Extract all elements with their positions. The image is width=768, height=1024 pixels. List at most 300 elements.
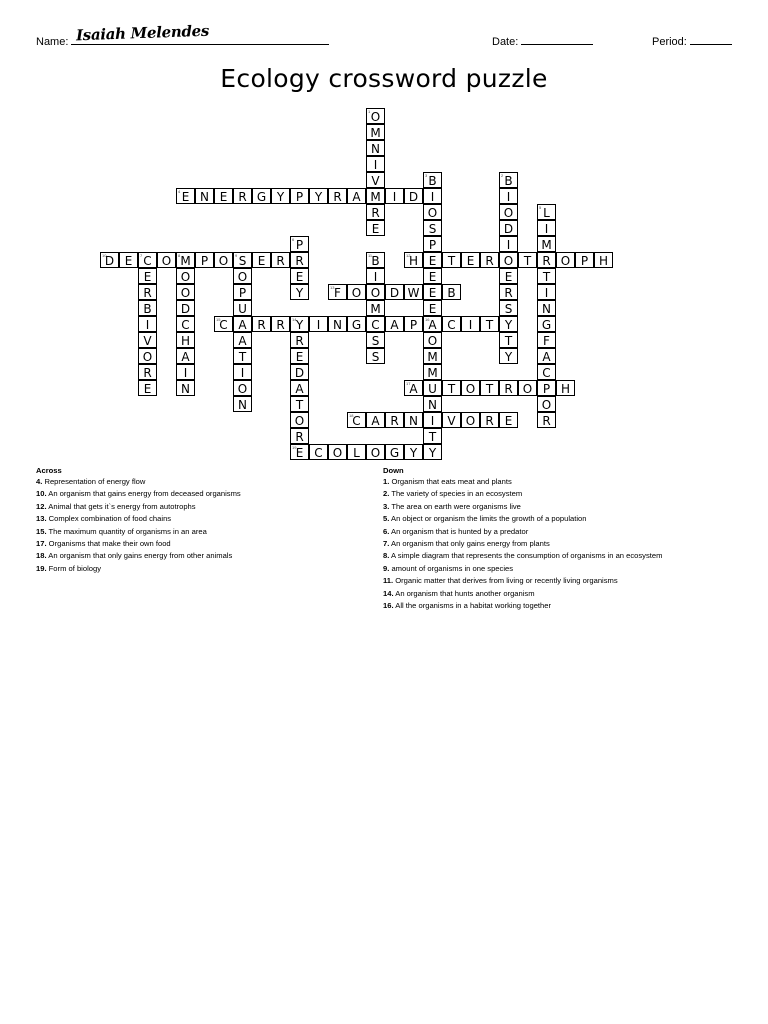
handwritten-letter: E bbox=[371, 222, 380, 236]
handwritten-letter: R bbox=[295, 334, 304, 348]
handwritten-letter: L bbox=[353, 446, 360, 460]
grid-cell[interactable] bbox=[138, 268, 157, 284]
grid-cell[interactable] bbox=[100, 252, 119, 268]
grid-cell[interactable] bbox=[309, 444, 328, 460]
clue-text: An organism that hunts another organism bbox=[393, 588, 535, 598]
handwritten-letter: E bbox=[504, 270, 513, 284]
grid-cell[interactable] bbox=[537, 380, 556, 396]
grid-cell[interactable] bbox=[442, 380, 461, 396]
grid-cell[interactable] bbox=[423, 172, 442, 188]
grid-cell[interactable] bbox=[537, 268, 556, 284]
handwritten-letter: C bbox=[352, 414, 361, 428]
grid-cell[interactable] bbox=[461, 412, 480, 428]
grid-cell[interactable] bbox=[537, 284, 556, 300]
handwritten-letter: O bbox=[370, 286, 381, 300]
grid-cell[interactable] bbox=[385, 316, 404, 332]
grid-cell[interactable] bbox=[233, 284, 252, 300]
grid-cell[interactable] bbox=[366, 140, 385, 156]
grid-cell[interactable] bbox=[290, 412, 309, 428]
grid-cell[interactable] bbox=[347, 316, 366, 332]
handwritten-letter: D bbox=[180, 302, 191, 316]
grid-cell[interactable] bbox=[271, 252, 290, 268]
grid-cell[interactable] bbox=[537, 236, 556, 252]
handwritten-letter: O bbox=[370, 446, 381, 460]
grid-cell[interactable] bbox=[347, 188, 366, 204]
grid-cell[interactable] bbox=[366, 252, 385, 268]
grid-cell[interactable] bbox=[290, 252, 309, 268]
handwritten-letter: R bbox=[238, 190, 247, 204]
grid-cell[interactable] bbox=[404, 316, 423, 332]
handwritten-letter: I bbox=[316, 318, 321, 332]
clue-text: An object or organism the limits the growth of a population bbox=[389, 514, 587, 524]
grid-cell[interactable] bbox=[366, 300, 385, 316]
grid-cell[interactable] bbox=[423, 236, 442, 252]
grid-cell[interactable] bbox=[290, 428, 309, 444]
page-title: Ecology crossword puzzle bbox=[220, 64, 548, 93]
grid-cell[interactable] bbox=[366, 348, 385, 364]
grid-cell[interactable] bbox=[480, 380, 499, 396]
handwritten-letter: N bbox=[409, 414, 418, 428]
clue-number: 4. bbox=[36, 477, 43, 486]
grid-cell[interactable] bbox=[537, 204, 556, 220]
clue-number: 8. bbox=[383, 551, 390, 561]
handwritten-letter: T bbox=[238, 350, 247, 364]
clue-number: 7 bbox=[140, 253, 143, 258]
clue-number: 6 bbox=[292, 237, 295, 242]
clue-number: 16 bbox=[425, 317, 430, 322]
clue-number: 11 bbox=[368, 253, 373, 258]
grid-cell[interactable] bbox=[442, 412, 461, 428]
grid-cell[interactable] bbox=[233, 332, 252, 348]
grid-cell[interactable] bbox=[594, 252, 613, 268]
grid-cell[interactable] bbox=[176, 380, 195, 396]
grid-cell[interactable] bbox=[290, 236, 309, 252]
clue-text: A simple diagram that represents the consumption of organisms in an ecosystem bbox=[389, 551, 663, 561]
handwritten-letter: O bbox=[503, 254, 514, 268]
handwritten-letter: N bbox=[238, 398, 247, 412]
clue-number: 10 bbox=[102, 253, 107, 258]
grid-cell[interactable] bbox=[537, 412, 556, 428]
grid-cell[interactable] bbox=[290, 380, 309, 396]
grid-cell[interactable] bbox=[328, 444, 347, 460]
clue-number: 8 bbox=[178, 253, 181, 258]
handwritten-letter: Y bbox=[295, 318, 304, 332]
grid-cell[interactable] bbox=[309, 316, 328, 332]
clue-number: 18. bbox=[36, 551, 47, 561]
grid-cell[interactable] bbox=[537, 364, 556, 380]
down-clue bbox=[383, 513, 713, 525]
down-clue bbox=[383, 538, 713, 550]
grid-cell[interactable] bbox=[499, 284, 518, 300]
grid-cell[interactable] bbox=[499, 220, 518, 236]
handwritten-letter: E bbox=[466, 254, 475, 268]
grid-cell[interactable] bbox=[138, 252, 157, 268]
grid-cell[interactable] bbox=[271, 188, 290, 204]
clue-number: 2. bbox=[383, 489, 390, 499]
grid-cell[interactable] bbox=[366, 204, 385, 220]
grid-cell[interactable] bbox=[442, 316, 461, 332]
clue-text: An organism that gains energy from deceased organisms bbox=[46, 489, 241, 499]
handwritten-letter: F bbox=[334, 286, 341, 300]
grid-cell[interactable] bbox=[328, 316, 347, 332]
student-name-handwritten: Isaiah Melendes bbox=[75, 21, 210, 45]
clue-number: 10. bbox=[36, 489, 47, 499]
grid-cell[interactable] bbox=[480, 252, 499, 268]
grid-cell[interactable] bbox=[499, 252, 518, 268]
grid-cell[interactable] bbox=[138, 380, 157, 396]
grid-cell[interactable] bbox=[442, 252, 461, 268]
handwritten-letter: R bbox=[485, 254, 494, 268]
grid-cell[interactable] bbox=[366, 316, 385, 332]
handwritten-letter: A bbox=[181, 350, 190, 364]
handwritten-letter: Y bbox=[314, 190, 323, 204]
grid-cell[interactable] bbox=[404, 252, 423, 268]
grid-cell[interactable] bbox=[537, 300, 556, 316]
handwritten-letter: N bbox=[181, 382, 190, 396]
grid-cell[interactable] bbox=[233, 252, 252, 268]
grid-cell[interactable] bbox=[347, 412, 366, 428]
handwritten-letter: U bbox=[428, 382, 437, 396]
clue-number: 16. bbox=[383, 601, 394, 611]
handwritten-letter: E bbox=[143, 382, 152, 396]
handwritten-letter: D bbox=[503, 222, 514, 236]
handwritten-letter: R bbox=[371, 206, 380, 220]
grid-cell[interactable] bbox=[366, 172, 385, 188]
grid-cell[interactable] bbox=[499, 268, 518, 284]
handwritten-letter: I bbox=[183, 366, 188, 380]
handwritten-letter: I bbox=[430, 414, 435, 428]
handwritten-letter: A bbox=[352, 190, 361, 204]
grid-cell[interactable] bbox=[366, 284, 385, 300]
grid-cell[interactable] bbox=[290, 444, 309, 460]
grid-cell[interactable] bbox=[423, 220, 442, 236]
grid-cell[interactable] bbox=[176, 300, 195, 316]
handwritten-letter: M bbox=[427, 366, 438, 380]
grid-cell[interactable] bbox=[499, 188, 518, 204]
handwritten-letter: H bbox=[408, 254, 419, 268]
handwritten-letter: R bbox=[333, 190, 342, 204]
grid-cell[interactable] bbox=[518, 252, 537, 268]
date-label: Date: bbox=[492, 36, 519, 48]
grid-cell[interactable] bbox=[366, 220, 385, 236]
handwritten-letter: O bbox=[427, 334, 438, 348]
grid-cell[interactable] bbox=[233, 364, 252, 380]
handwritten-letter: O bbox=[218, 254, 229, 268]
clue-text: Complex combination of food chains bbox=[46, 514, 172, 524]
grid-cell[interactable] bbox=[195, 188, 214, 204]
grid-cell[interactable] bbox=[537, 220, 556, 236]
handwritten-letter: C bbox=[143, 254, 152, 268]
handwritten-letter: N bbox=[333, 318, 342, 332]
grid-cell[interactable] bbox=[461, 380, 480, 396]
handwritten-letter: P bbox=[238, 286, 247, 300]
handwritten-letter: E bbox=[428, 286, 437, 300]
grid-cell[interactable] bbox=[480, 412, 499, 428]
grid-cell[interactable] bbox=[195, 252, 214, 268]
grid-cell[interactable] bbox=[214, 252, 233, 268]
handwritten-letter: E bbox=[295, 270, 304, 284]
grid-cell[interactable] bbox=[404, 444, 423, 460]
grid-cell[interactable] bbox=[537, 396, 556, 412]
grid-cell[interactable] bbox=[290, 332, 309, 348]
handwritten-letter: E bbox=[428, 270, 437, 284]
handwritten-letter: O bbox=[180, 270, 191, 284]
grid-cell[interactable] bbox=[366, 108, 385, 124]
handwritten-letter: A bbox=[238, 334, 247, 348]
grid-cell[interactable] bbox=[423, 300, 442, 316]
handwritten-letter: T bbox=[485, 318, 494, 332]
grid-cell[interactable] bbox=[499, 332, 518, 348]
grid-cell[interactable] bbox=[176, 284, 195, 300]
handwritten-letter: B bbox=[371, 254, 380, 268]
grid-cell[interactable] bbox=[214, 188, 233, 204]
grid-cell[interactable] bbox=[290, 284, 309, 300]
grid-cell[interactable] bbox=[537, 316, 556, 332]
grid-cell[interactable] bbox=[423, 412, 442, 428]
handwritten-letter: Y bbox=[504, 350, 513, 364]
grid-cell[interactable] bbox=[499, 300, 518, 316]
clue-number: 14. bbox=[383, 588, 394, 598]
grid-cell[interactable] bbox=[423, 396, 442, 412]
crossword-grid bbox=[0, 0, 768, 470]
handwritten-letter: H bbox=[560, 382, 571, 396]
grid-cell[interactable] bbox=[537, 332, 556, 348]
handwritten-letter: V bbox=[447, 414, 456, 428]
grid-cell[interactable] bbox=[461, 252, 480, 268]
down-clue bbox=[383, 488, 713, 500]
grid-cell[interactable] bbox=[385, 444, 404, 460]
handwritten-letter: O bbox=[237, 382, 248, 396]
grid-cell[interactable] bbox=[233, 316, 252, 332]
period-label: Period: bbox=[652, 36, 687, 48]
grid-cell[interactable] bbox=[290, 348, 309, 364]
handwritten-letter: G bbox=[389, 446, 400, 460]
clue-number: 12. bbox=[36, 501, 47, 511]
grid-cell[interactable] bbox=[347, 284, 366, 300]
handwritten-letter: P bbox=[542, 382, 551, 396]
handwritten-letter: R bbox=[295, 430, 304, 444]
grid-cell[interactable] bbox=[499, 348, 518, 364]
handwritten-letter: D bbox=[294, 366, 305, 380]
grid-cell[interactable] bbox=[366, 444, 385, 460]
grid-cell[interactable] bbox=[290, 316, 309, 332]
across-clue bbox=[36, 488, 356, 500]
grid-cell[interactable] bbox=[442, 284, 461, 300]
grid-cell[interactable] bbox=[176, 252, 195, 268]
grid-cell[interactable] bbox=[328, 284, 347, 300]
grid-cell[interactable] bbox=[423, 348, 442, 364]
handwritten-letter: R bbox=[257, 318, 266, 332]
handwritten-letter: E bbox=[181, 190, 190, 204]
grid-cell[interactable] bbox=[499, 172, 518, 188]
grid-cell[interactable] bbox=[233, 396, 252, 412]
grid-cell[interactable] bbox=[252, 188, 271, 204]
grid-cell[interactable] bbox=[385, 284, 404, 300]
grid-cell[interactable] bbox=[233, 268, 252, 284]
grid-cell[interactable] bbox=[499, 380, 518, 396]
grid-cell[interactable] bbox=[290, 364, 309, 380]
handwritten-letter: I bbox=[430, 190, 435, 204]
grid-cell[interactable] bbox=[423, 364, 442, 380]
clue-text: The maximum quantity of organisms in an area bbox=[46, 526, 207, 536]
clue-number: 17 bbox=[406, 381, 411, 386]
grid-cell[interactable] bbox=[537, 252, 556, 268]
handwritten-letter: I bbox=[468, 318, 473, 332]
grid-cell[interactable] bbox=[423, 284, 442, 300]
handwritten-letter: C bbox=[314, 446, 323, 460]
grid-cell[interactable] bbox=[385, 188, 404, 204]
grid-cell[interactable] bbox=[119, 252, 138, 268]
grid-cell[interactable] bbox=[366, 156, 385, 172]
handwritten-letter: A bbox=[409, 382, 418, 396]
grid-cell[interactable] bbox=[366, 268, 385, 284]
grid-cell[interactable] bbox=[328, 188, 347, 204]
handwritten-letter: O bbox=[522, 382, 533, 396]
handwritten-letter: Y bbox=[295, 286, 304, 300]
grid-cell[interactable] bbox=[233, 300, 252, 316]
grid-cell[interactable] bbox=[366, 332, 385, 348]
handwritten-letter: R bbox=[390, 414, 399, 428]
down-clue bbox=[383, 575, 713, 587]
clue-number: 1. bbox=[383, 477, 390, 486]
grid-cell[interactable] bbox=[176, 332, 195, 348]
grid-cell[interactable] bbox=[271, 316, 290, 332]
clue-number: 4 bbox=[178, 189, 181, 194]
handwritten-letter: M bbox=[180, 254, 191, 268]
handwritten-letter: T bbox=[542, 270, 551, 284]
grid-cell[interactable] bbox=[404, 412, 423, 428]
handwritten-letter: P bbox=[200, 254, 209, 268]
grid-cell[interactable] bbox=[423, 188, 442, 204]
grid-cell[interactable] bbox=[556, 380, 575, 396]
grid-cell[interactable] bbox=[404, 188, 423, 204]
handwritten-letter: I bbox=[506, 238, 511, 252]
grid-cell[interactable] bbox=[309, 188, 328, 204]
handwritten-letter: N bbox=[200, 190, 209, 204]
grid-cell[interactable] bbox=[423, 268, 442, 284]
handwritten-letter: U bbox=[238, 302, 247, 316]
grid-cell[interactable] bbox=[290, 188, 309, 204]
grid-cell[interactable] bbox=[138, 284, 157, 300]
down-clues bbox=[383, 465, 713, 612]
handwritten-letter: S bbox=[371, 350, 380, 364]
handwritten-letter: F bbox=[543, 334, 550, 348]
grid-cell[interactable] bbox=[423, 380, 442, 396]
grid-cell[interactable] bbox=[461, 316, 480, 332]
grid-cell[interactable] bbox=[176, 268, 195, 284]
handwritten-letter: E bbox=[219, 190, 228, 204]
handwritten-letter: G bbox=[541, 318, 552, 332]
handwritten-letter: S bbox=[428, 222, 437, 236]
handwritten-letter: Y bbox=[409, 446, 418, 460]
grid-cell[interactable] bbox=[499, 316, 518, 332]
clue-number: 7. bbox=[383, 539, 390, 549]
grid-cell[interactable] bbox=[366, 412, 385, 428]
grid-cell[interactable] bbox=[157, 252, 176, 268]
grid-cell[interactable] bbox=[176, 188, 195, 204]
handwritten-letter: T bbox=[447, 254, 456, 268]
handwritten-letter: N bbox=[542, 302, 551, 316]
grid-cell[interactable] bbox=[423, 444, 442, 460]
handwritten-letter: T bbox=[447, 382, 456, 396]
grid-cell[interactable] bbox=[290, 396, 309, 412]
handwritten-letter: M bbox=[370, 126, 381, 140]
across-clue bbox=[36, 563, 356, 575]
grid-cell[interactable] bbox=[138, 316, 157, 332]
handwritten-letter: W bbox=[407, 286, 420, 300]
grid-cell[interactable] bbox=[347, 444, 366, 460]
handwritten-letter: I bbox=[544, 222, 549, 236]
down-clue bbox=[383, 600, 713, 612]
grid-cell[interactable] bbox=[214, 316, 233, 332]
clue-text: The area on earth were organisms live bbox=[389, 501, 521, 511]
grid-cell[interactable] bbox=[404, 380, 423, 396]
grid-cell[interactable] bbox=[138, 364, 157, 380]
grid-cell[interactable] bbox=[404, 284, 423, 300]
grid-cell[interactable] bbox=[423, 332, 442, 348]
handwritten-letter: E bbox=[295, 446, 304, 460]
grid-cell[interactable] bbox=[575, 252, 594, 268]
grid-cell[interactable] bbox=[176, 316, 195, 332]
handwritten-letter: E bbox=[428, 302, 437, 316]
grid-cell[interactable] bbox=[138, 300, 157, 316]
handwritten-letter: O bbox=[294, 414, 305, 428]
grid-cell[interactable] bbox=[480, 316, 499, 332]
grid-cell[interactable] bbox=[499, 412, 518, 428]
grid-cell[interactable] bbox=[518, 380, 537, 396]
grid-cell[interactable] bbox=[423, 428, 442, 444]
handwritten-letter: E bbox=[257, 254, 266, 268]
grid-cell[interactable] bbox=[233, 380, 252, 396]
handwritten-letter: A bbox=[428, 318, 437, 332]
grid-cell[interactable] bbox=[499, 204, 518, 220]
grid-cell[interactable] bbox=[138, 348, 157, 364]
handwritten-letter: A bbox=[390, 318, 399, 332]
grid-cell[interactable] bbox=[252, 316, 271, 332]
handwritten-letter: O bbox=[161, 254, 172, 268]
grid-cell[interactable] bbox=[366, 188, 385, 204]
grid-cell[interactable] bbox=[423, 316, 442, 332]
clue-number: 15. bbox=[36, 526, 47, 536]
handwritten-letter: Y bbox=[428, 446, 437, 460]
grid-cell[interactable] bbox=[176, 364, 195, 380]
grid-cell[interactable] bbox=[233, 348, 252, 364]
grid-cell[interactable] bbox=[499, 236, 518, 252]
handwritten-letter: D bbox=[389, 286, 400, 300]
across-clue bbox=[36, 550, 356, 562]
handwritten-letter: A bbox=[238, 318, 247, 332]
clue-number: 3. bbox=[383, 501, 390, 511]
grid-cell[interactable] bbox=[233, 188, 252, 204]
handwritten-letter: O bbox=[142, 350, 153, 364]
handwritten-letter: T bbox=[485, 382, 494, 396]
handwritten-letter: O bbox=[351, 286, 362, 300]
handwritten-letter: C bbox=[181, 318, 190, 332]
across-clue bbox=[36, 538, 356, 550]
grid-cell[interactable] bbox=[366, 124, 385, 140]
grid-cell[interactable] bbox=[556, 252, 575, 268]
grid-cell[interactable] bbox=[537, 348, 556, 364]
grid-cell[interactable] bbox=[290, 268, 309, 284]
handwritten-letter: I bbox=[544, 286, 549, 300]
grid-cell[interactable] bbox=[385, 412, 404, 428]
grid-cell[interactable] bbox=[176, 348, 195, 364]
grid-cell[interactable] bbox=[138, 332, 157, 348]
grid-cell[interactable] bbox=[423, 204, 442, 220]
grid-cell[interactable] bbox=[423, 252, 442, 268]
grid-cell[interactable] bbox=[252, 252, 271, 268]
clue-text: The variety of species in an ecosystem bbox=[389, 489, 523, 499]
